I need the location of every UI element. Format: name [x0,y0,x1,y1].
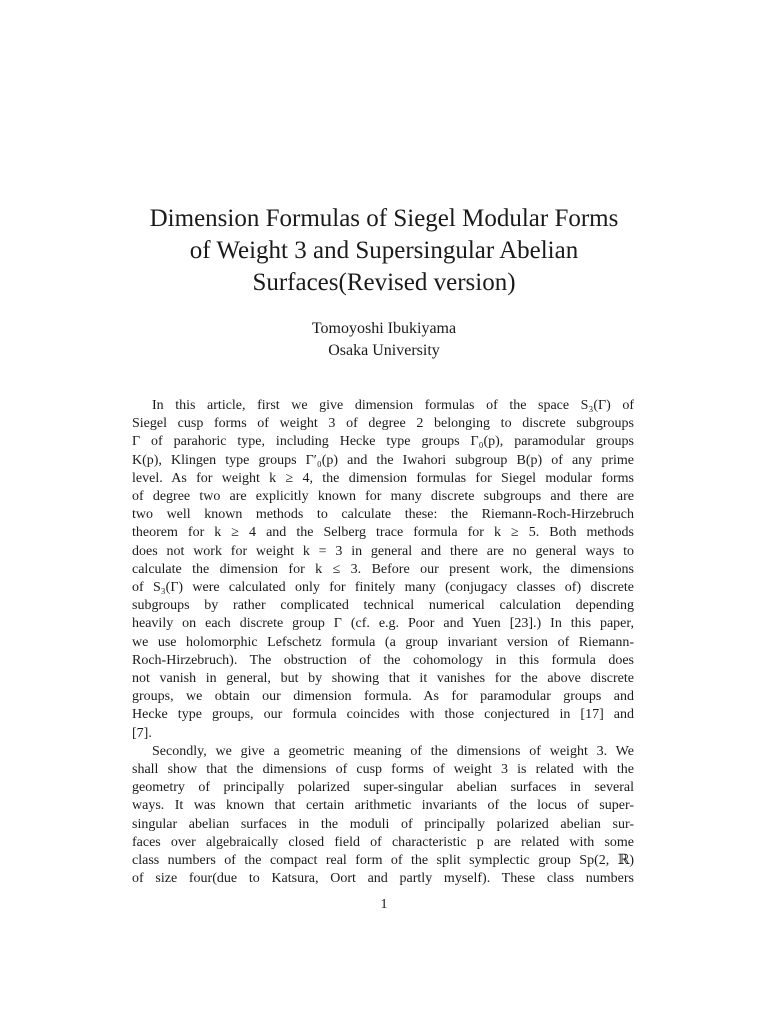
body-line: not vanish in general, but by showing that it vanishes for the above discrete [132,671,634,687]
body-line: heavily on each discrete group Γ (cf. e.g. Poor and Yuen [23].) In this paper, [132,616,634,632]
title-line: Dimension Formulas of Siegel Modular Forms [149,205,619,232]
body-line: Siegel cusp forms of weight 3 of degree 2 belonging to discrete subgroups [132,416,634,432]
body-line: we use holomorphic Lefschetz formula (a group invariant version of Riemann- [132,634,634,650]
body-line: level. As for weight k ≥ 4, the dimension formulas for Siegel modular forms [132,470,634,486]
abstract-body [132,397,634,888]
body-line: Γ of parahoric type, including Hecke type groups Γ₀(p), paramodular groups [132,434,634,450]
author-name: Tomoyoshi Ibukiyama [311,320,457,337]
body-line: Hecke type groups, our formula coincides with those conjectured in [17] and [132,707,634,723]
author-block [200,318,568,362]
body-line: K(p), Klingen type groups Γ′₀(p) and the Iwahori subgroup B(p) of any prime [132,452,634,468]
body-line: of degree two are explicitly known for many discrete subgroups and there are [132,489,634,505]
body-line: does not work for weight k = 3 in general and there are no general ways to [132,543,634,559]
body-line: of size four(due to Katsura, Oort and partly myself). These class numbers [132,871,634,887]
body-line: In this article, first we give dimension formulas of the space S₃(Γ) of [152,398,634,413]
body-line: class numbers of the compact real form of the split symplectic group Sp(2, ℝ) [132,853,634,869]
paper-title [100,203,668,299]
body-line: ways. It was known that certain arithmetic invariants of the locus of super- [132,798,634,814]
title-line: of Weight 3 and Supersingular Abelian [189,237,579,264]
body-line: Roch-Hirzebruch). The obstruction of the cohomology in this formula does [132,652,634,668]
body-line: Secondly, we give a geometric meaning of the dimensions of weight 3. We [152,743,634,759]
page-number: 1 [380,897,388,912]
body-line: [7]. [132,725,152,741]
body-line: faces over algebraically closed field of characteristic p are related with some [132,834,634,850]
body-line: calculate the dimension for k ≤ 3. Before our present work, the dimensions [132,561,634,577]
body-line: singular abelian surfaces in the moduli of principally polarized abelian sur- [132,816,634,832]
author-affiliation: Osaka University [328,342,440,359]
body-line: geometry of principally polarized super-singular abelian surfaces in several [132,780,634,796]
body-line: shall show that the dimensions of cusp forms of weight 3 is related with the [132,762,634,778]
body-line: two well known methods to calculate these: the Riemann-Roch-Hirzebruch [132,507,634,523]
body-line: theorem for k ≥ 4 and the Selberg trace formula for k ≥ 5. Both methods [132,525,634,541]
body-line: of S₃(Γ) were calculated only for finitely many (conjugacy classes of) discrete [132,580,634,596]
body-line: groups, we obtain our dimension formula. As for paramodular groups and [132,689,634,705]
body-line: subgroups by rather complicated technical numerical calculation depending [132,598,634,614]
title-line: Surfaces(Revised version) [252,269,516,296]
